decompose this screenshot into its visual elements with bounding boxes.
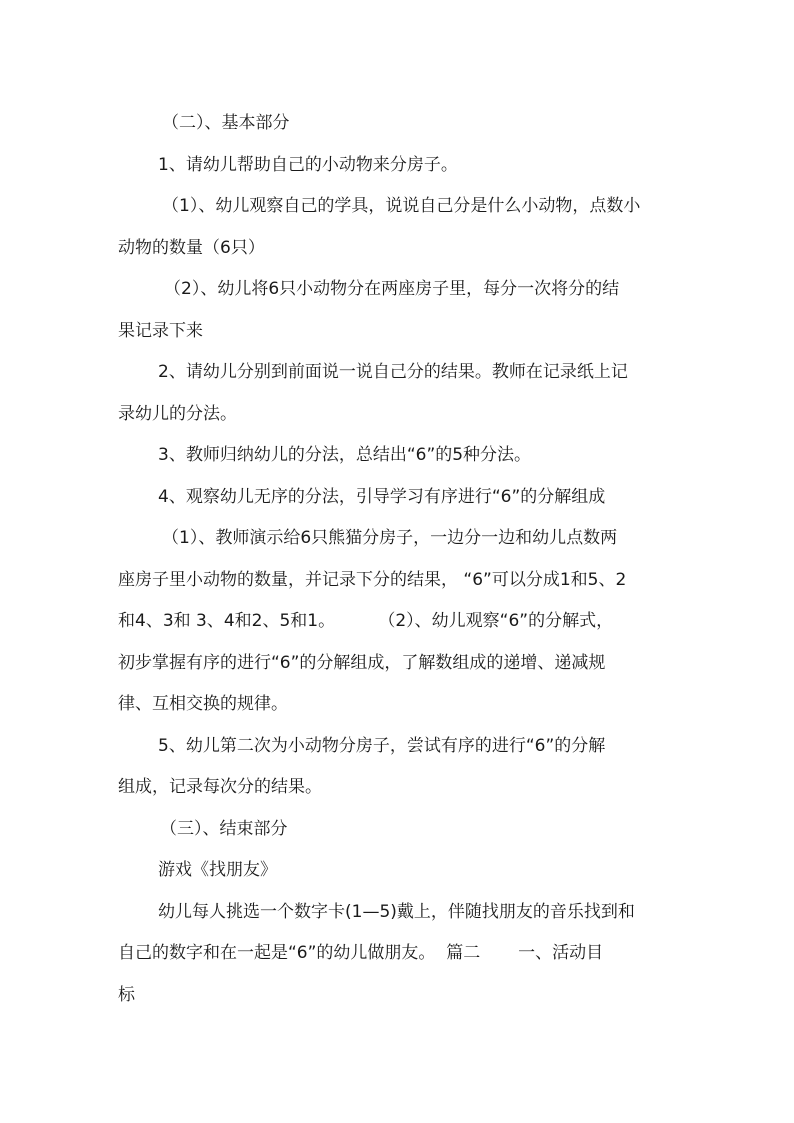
- paragraph-line: 1、请幼儿帮助自己的小动物来分房子。: [158, 154, 458, 175]
- paragraph-line: 自己的数字和在一起是“6”的幼儿做朋友。 篇二 一、活动目: [118, 943, 604, 963]
- paragraph-line: 初步掌握有序的进行“6”的分解组成，了解数组成的递增、递减规: [118, 652, 606, 673]
- document-body: [118, 103, 678, 1016]
- paragraph-line: 果记录下来: [118, 320, 203, 341]
- paragraph-line: 2、请幼儿分别到前面说一说自己分的结果。教师在记录纸上记: [158, 362, 628, 382]
- paragraph-line: 标: [118, 984, 135, 1005]
- paragraph-line: 律、互相交换的规律。: [118, 694, 288, 714]
- paragraph-line: 组成，记录每次分的结果。: [118, 777, 322, 797]
- paragraph-line: （2）、幼儿将6只小动物分在两座房子里，每分一次将分的结: [164, 279, 620, 299]
- paragraph-line: 5、幼儿第二次为小动物分房子，尝试有序的进行“6”的分解: [158, 735, 606, 756]
- paragraph-line: 动物的数量（6只）: [118, 237, 265, 258]
- paragraph-line: 4、观察幼儿无序的分法，引导学习有序进行“6”的分解组成: [158, 486, 606, 507]
- paragraph-line: 和4、3和 3、4和2、5和1。 （2）、幼儿观察“6”的分解式，: [118, 611, 614, 631]
- paragraph-line: 幼儿每人挑选一个数字卡(1—5)戴上，伴随找朋友的音乐找到和: [158, 901, 635, 922]
- game-title-line: 游戏《找朋友》: [158, 860, 277, 880]
- section-heading-basic: （二）、基本部分: [162, 113, 290, 133]
- section-heading-ending: （三）、结束部分: [160, 818, 288, 839]
- paragraph-line: （1）、教师演示给6只熊猫分房子，一边分一边和幼儿点数两: [162, 528, 618, 548]
- paragraph-line: （1）、幼儿观察自己的学具，说说自己分是什么小动物，点数小: [162, 196, 641, 216]
- paragraph-line: 座房子里小动物的数量，并记录下分的结果， “6”可以分成1和5、2: [118, 569, 627, 590]
- paragraph-line: 录幼儿的分法。: [118, 403, 237, 424]
- paragraph-line: 3、教师归纳幼儿的分法，总结出“6”的5种分法。: [158, 445, 532, 465]
